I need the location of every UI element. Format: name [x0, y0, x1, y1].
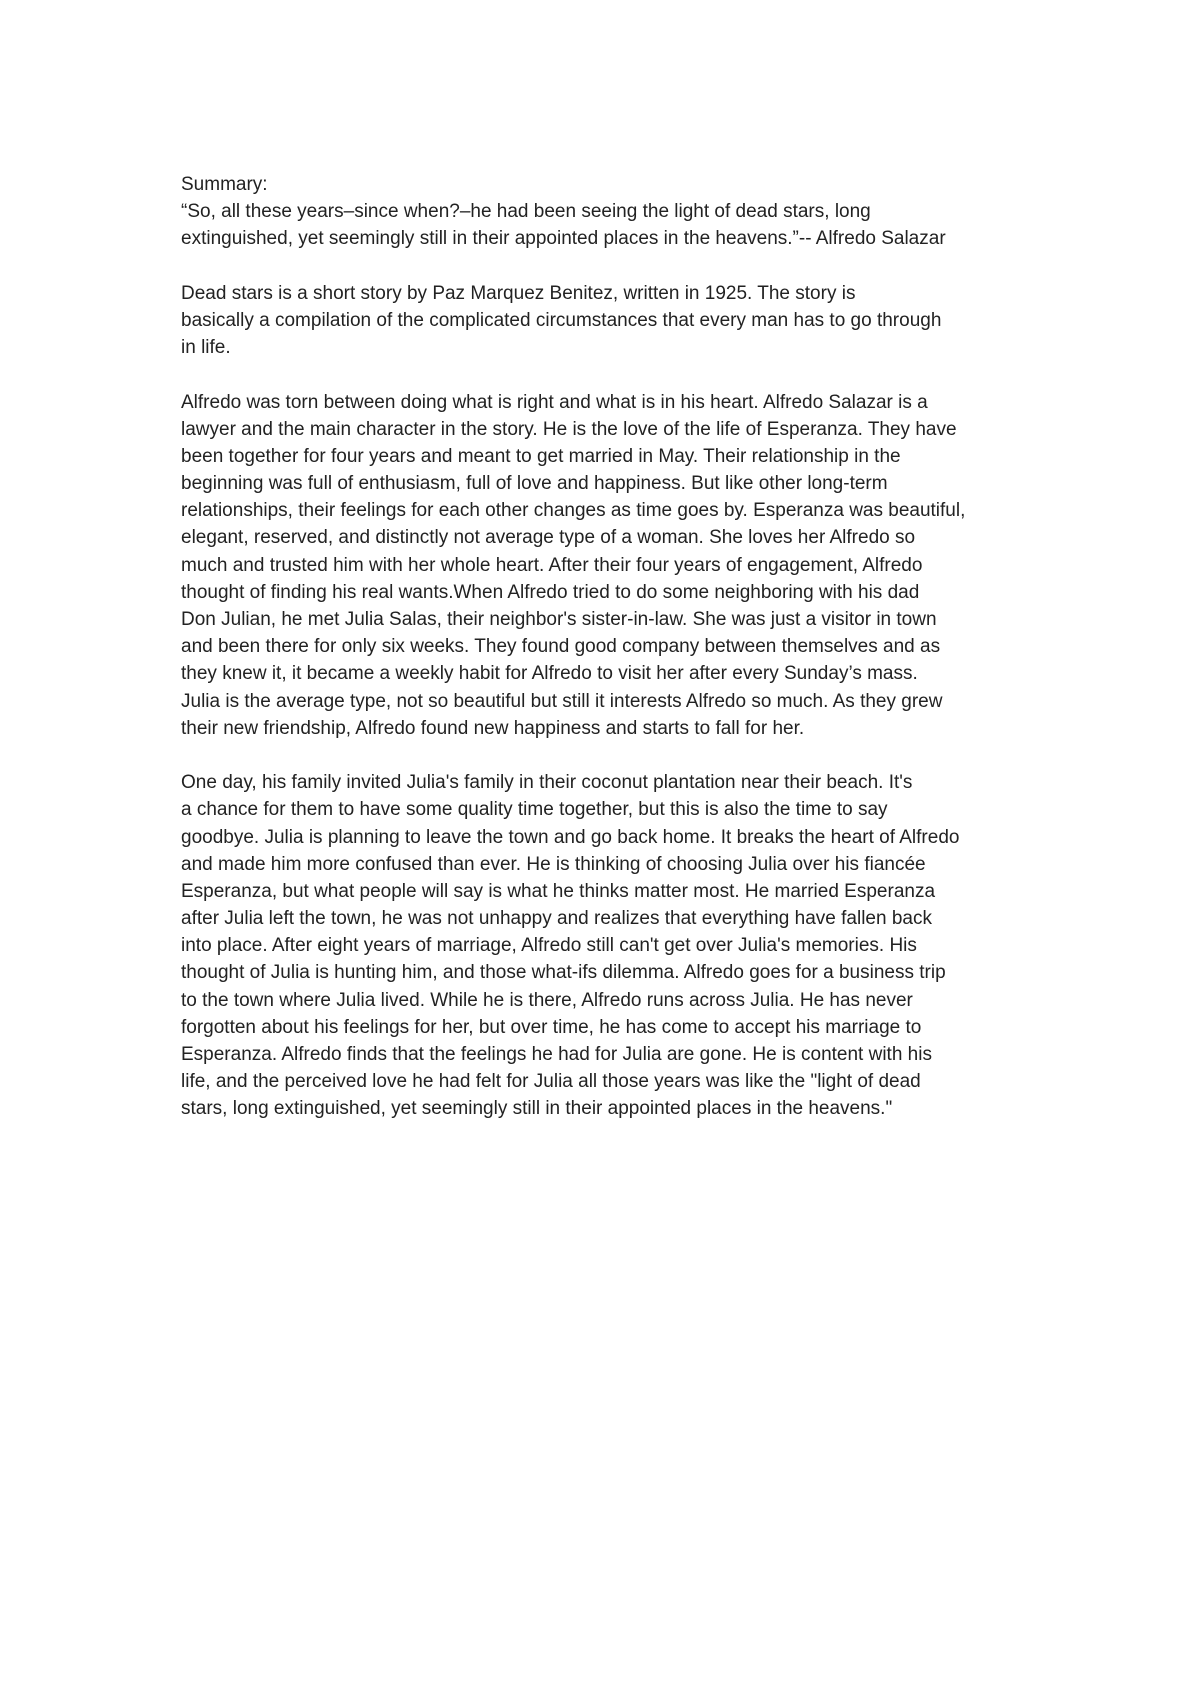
document-body — [181, 171, 1041, 1123]
paragraph-line: and made him more confused than ever. He is thinking of choosing Julia over his fiancée — [181, 853, 926, 875]
paragraph-line: much and trusted him with her whole heart. After their four years of engagement, Alfredo — [181, 554, 923, 576]
paragraph-line: beginning was full of enthusiasm, full of love and happiness. But like other long-term — [181, 473, 888, 495]
paragraph-intro — [181, 280, 1041, 362]
paragraph-line: a chance for them to have some quality time together, but this is also the time to say — [181, 799, 888, 821]
paragraph-line: been together for four years and meant to get married in May. Their relationship in the — [181, 445, 901, 467]
paragraph-line: Dead stars is a short story by Paz Marquez Benitez, written in 1925. The story is — [181, 282, 856, 304]
paragraph-line: Esperanza. Alfredo finds that the feelings he had for Julia are gone. He is content with his — [181, 1044, 932, 1065]
paragraph-line: relationships, their feelings for each other changes as time goes by. Esperanza was beautiful, — [181, 500, 966, 522]
paragraph-line: their new friendship, Alfredo found new happiness and starts to fall for her. — [181, 717, 805, 739]
quote-line: “So, all these years–since when?–he had been seeing the light of dead stars, long — [181, 201, 871, 223]
paragraph-conclusion — [181, 769, 1041, 1122]
paragraph-line: life, and the perceived love he had felt for Julia all those years was like the "light of dead — [181, 1071, 921, 1093]
paragraph-line: to the town where Julia lived. While he is there, Alfredo runs across Julia. He has never — [181, 989, 913, 1011]
paragraph-spacer — [181, 742, 1041, 769]
paragraph-line: basically a compilation of the complicated circumstances that every man has to go through — [181, 309, 942, 331]
paragraph-line: Julia is the average type, not so beautiful but still it interests Alfredo so much. As they grew — [181, 690, 943, 712]
paragraph-line: goodbye. Julia is planning to leave the town and go back home. It breaks the heart of Alfredo — [181, 826, 960, 848]
paragraph-line: and been there for only six weeks. They found good company between themselves and as — [181, 636, 941, 658]
paragraph-line: Alfredo was torn between doing what is right and what is in his heart. Alfredo Salazar is a — [181, 391, 928, 413]
paragraph-line: stars, long extinguished, yet seemingly still in their appointed places in the heavens." — [181, 1098, 893, 1120]
paragraph-alfredo — [181, 389, 1041, 742]
paragraph-line: thought of Julia is hunting him, and those what-ifs dilemma. Alfredo goes for a business trip — [181, 962, 946, 984]
summary-heading: Summary: — [181, 174, 268, 195]
paragraph-line: they knew it, it became a weekly habit for Alfredo to visit her after every Sunday’s mass. — [181, 663, 918, 685]
paragraph-spacer — [181, 253, 1041, 280]
paragraph-line: Don Julian, he met Julia Salas, their neighbor's sister-in-law. She was just a visitor in town — [181, 609, 937, 630]
paragraph-line: elegant, reserved, and distinctly not average type of a woman. She loves her Alfredo so — [181, 527, 916, 549]
paragraph-line: One day, his family invited Julia's family in their coconut plantation near their beach. It's — [181, 772, 913, 794]
paragraph-line: thought of finding his real wants.When Alfredo tried to do some neighboring with his dad — [181, 581, 920, 603]
paragraph-line: in life. — [181, 337, 231, 359]
paragraph-line: Esperanza, but what people will say is what he thinks matter most. He married Esperanza — [181, 880, 936, 902]
paragraph-spacer — [181, 361, 1041, 388]
paragraph-line: forgotten about his feelings for her, but over time, he has come to accept his marriage to — [181, 1016, 922, 1038]
paragraph-line: lawyer and the main character in the story. He is the love of the life of Esperanza. They have — [181, 418, 957, 440]
quote-line: extinguished, yet seemingly still in their appointed places in the heavens.”-- Alfredo Salazar — [181, 228, 946, 250]
paragraph-line: after Julia left the town, he was not unhappy and realizes that everything have fallen back — [181, 908, 932, 930]
paragraph-line: into place. After eight years of marriage, Alfredo still can't get over Julia's memories. His — [181, 935, 917, 957]
